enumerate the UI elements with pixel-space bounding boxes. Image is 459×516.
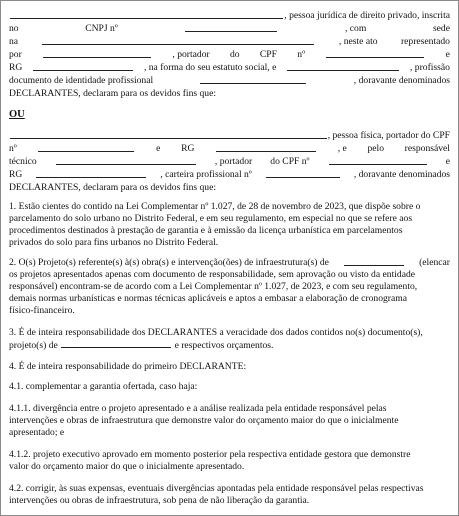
item-1-line: parcelamento do solo urbano no Distrito Federal, e em seu regulamento, em especial no que se refere aos [9,213,413,224]
item-2-line: responsável) encontram-se de acordo com a Lei Complementar nº 1.027, de 2023, e com seu regulamento, [9,281,418,292]
technician-cpf-blank[interactable] [329,156,427,165]
text: representado [400,36,450,47]
item-1-line: 1. Estão cientes do contido na Lei Complementar nº 1.027, de 28 de novembro de 2023, que dispõe sobre o [9,201,421,212]
text: , neste ato [338,36,378,47]
text: RG [9,169,23,180]
item-1-line: procedimentos destinados à prestação de garantia e à emissão da licença urbanística em parcelamentos [9,225,403,236]
text: nº [9,143,17,154]
rg-blank[interactable] [216,143,316,152]
item-4-1-2-line: 4.1.2. projeto executivo aprovado em momento posterior pela respectiva entidade gestora que demonstre [9,449,411,460]
cpf-blank[interactable] [38,143,134,152]
entity-line-7 [9,88,450,99]
item-4-line: 4. É de inteira responsabilidade do primeiro DECLARANTE: [9,361,247,372]
text: RG [181,143,195,154]
item-4-2-line: intervenções ou obras de infraestrutura, sob pena de não liberação da garantia. [9,495,310,506]
text: , carteira profissional nº [160,169,252,180]
text: , com [345,23,367,34]
entity-line-2 [9,23,450,34]
cnpj-blank[interactable] [185,23,277,32]
text: projeto(s) de [9,340,58,351]
entity-line-4 [9,49,450,60]
text: responsável [404,143,450,154]
text: sede [432,23,450,34]
item-2-line: os projetos apresentados apenas com documento de responsabilidade, sem aprovação ou visto da entidade [9,269,416,280]
item-3-line: 3. É de inteira responsabilidade dos DECLARANTES a veracidade dos dados contidos no(s) documento(s), [9,327,423,338]
entity-line-6 [9,75,450,86]
item-2-line-1 [9,257,450,268]
text: DECLARANTES, declaram para os devidos fins que: [9,88,217,99]
person-line-2 [9,143,450,154]
text: e [445,156,450,167]
person-line-4 [9,169,450,180]
professional-blank[interactable] [287,62,399,71]
text: (elencar [419,257,450,268]
rg-blank[interactable] [33,62,133,71]
text: na [9,36,19,47]
text: , portador [172,49,210,60]
representative-blank[interactable] [43,49,151,58]
text: , profissão [409,62,450,73]
professional-id-blank[interactable] [200,75,306,84]
text: , pessoa física, portador do CPF [327,130,450,141]
technician-blank[interactable] [56,156,196,165]
item-4-1-1-line: apresentado; e [9,427,65,438]
item-1-line: privados do solo para fins urbanos no Distrito Federal. [9,237,219,248]
person-line-3 [9,156,450,167]
text: CNPJ nº [85,23,118,34]
text: CPF [259,49,277,60]
professional-card-blank[interactable] [266,169,340,178]
person-line-5 [9,182,450,193]
ou-heading: OU [9,109,25,120]
text: pelo [367,143,384,154]
person-name-blank[interactable] [10,130,327,139]
text: e respectivos orçamentos. [174,340,274,351]
item-3-line-2 [9,339,450,351]
text: , doravante denominados [353,169,450,180]
text: , e [337,143,347,154]
entity-line-5 [9,62,450,73]
text: e [445,49,450,60]
entity-name-blank[interactable] [10,10,283,19]
item-4-1-1-line: intervenções e obras de infraestrutura que demonstre valor do orçamento maior do que o inicialmente [9,415,399,426]
text: RG [9,62,23,73]
text: , doravante denominados [353,75,450,86]
text: , portador [214,156,253,167]
text: do CPF nº [270,156,310,167]
item-2-line: demais normas urbanísticas e normas técnicas aplicáveis e aptos a embasar a elaboração de cronograma [9,293,407,304]
item-4-2-line: 4.2. corrigir, às suas expensas, eventuais divergências apontadas pela entidade responsável pelas respectivas [9,483,424,494]
entity-line-3 [9,36,450,47]
text: no [9,23,19,34]
item-4-1-2-line: valor do orçamento maior do que o inicialmente apresentado. [9,461,245,472]
text: técnico [9,156,37,167]
text: 2. O(s) Projeto(s) referente(s) à(s) obra(s) e intervenção(ões) de infraestrutura(s) de [9,257,329,268]
text: DECLARANTES, declaram para os devidos fins que: [9,182,217,193]
text: e [156,143,161,154]
entity-line-1 [9,10,450,21]
item-2-line: físico-financeiro. [9,305,75,316]
project-blank[interactable] [61,339,171,348]
cpf-blank[interactable] [326,49,424,58]
item-4-1-1-line: 4.1.1. divergência entre o projeto apresentado e a análise realizada pela entidade responsável pelas [9,403,387,414]
person-line-1 [9,130,450,141]
text: documento de identidade profissional [9,75,154,86]
text: , na forma do seu estatuto social, e [143,62,277,73]
text: por [9,49,22,60]
address-blank[interactable] [42,36,314,45]
infrastructure-blank[interactable] [344,257,404,266]
technician-rg-blank[interactable] [36,169,146,178]
item-4-1-line: 4.1. complementar a garantia ofertada, caso haja: [9,381,198,392]
text: do [230,49,240,60]
text: nº [297,49,306,60]
text: , pessoa jurídica de direito privado, inscrita [284,10,450,21]
